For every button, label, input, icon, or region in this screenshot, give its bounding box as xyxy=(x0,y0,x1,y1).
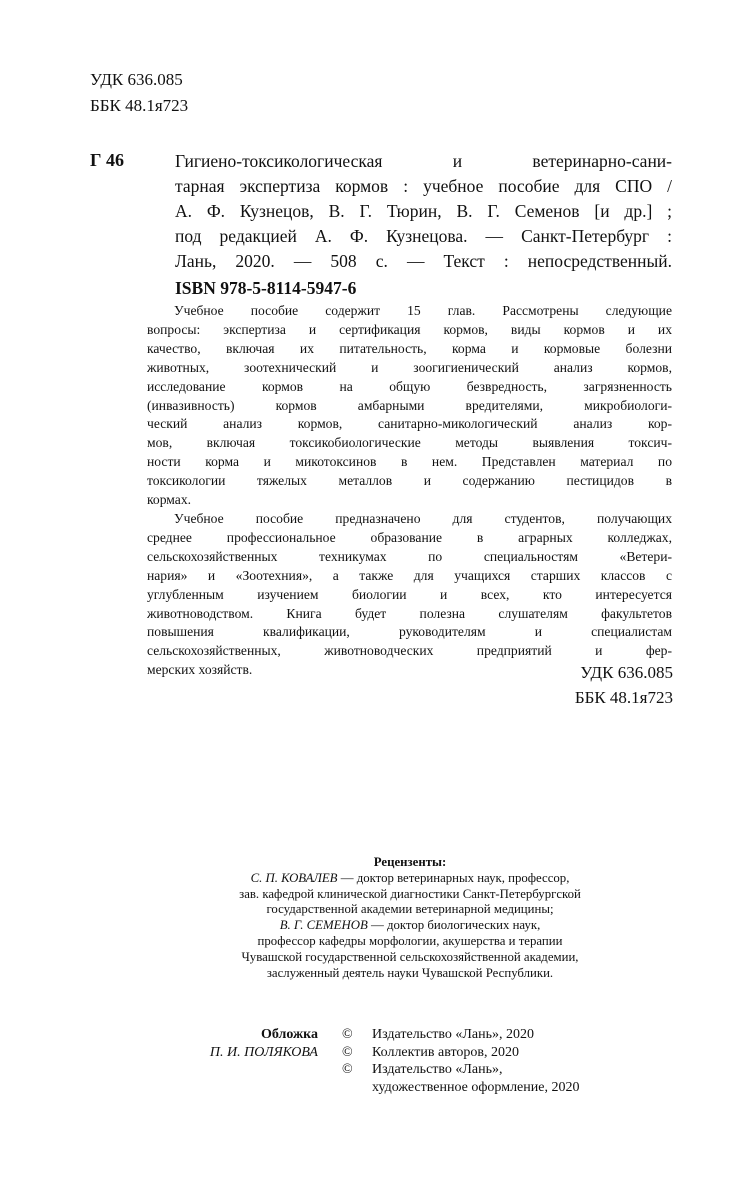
abstract-line: мов, включая токсикобиологические методы выявления токсич- xyxy=(147,435,672,451)
copyright-line: Коллектив авторов, 2020 xyxy=(372,1044,519,1060)
abstract-line: углубленным изучением биологии и всех, кто интересуется xyxy=(147,586,672,602)
copyright-line: художественное оформление, 2020 xyxy=(372,1079,580,1095)
cover-label: Обложка xyxy=(260,1027,318,1042)
abstract-line: токсикологии тяжелых металлов и содержанию пестицидов в xyxy=(147,473,672,489)
footer-bbk: ББК 48.1я723 xyxy=(574,688,673,707)
copyright-icon: © xyxy=(342,1062,353,1077)
biblio-line: А. Ф. Кузнецов, В. Г. Тюрин, В. Г. Семенов [и др.] ; xyxy=(175,201,672,221)
abstract-line: Учебное пособие предназначено для студентов, получающих xyxy=(174,510,672,526)
bibliographic-description xyxy=(175,149,672,274)
abstract-line: среднее профессиональное образование в аграрных колледжах, xyxy=(147,529,672,545)
cover-artist: П. И. ПОЛЯКОВА xyxy=(209,1044,318,1060)
copyright-icon: © xyxy=(342,1027,353,1042)
author-sign: Г 46 xyxy=(90,150,124,170)
copyright-block xyxy=(342,1026,579,1096)
abstract-line: (инвазивность) кормов амбарными вредителями, микробиологи- xyxy=(147,397,672,413)
reviewer-info: зав. кафедрой клинической диагностики Санкт-Петербургской xyxy=(239,886,581,901)
reviewer-info: заслуженный деятель науки Чувашской Республики. xyxy=(266,965,554,980)
biblio-line: Лань, 2020. — 508 с. — Текст : непосредственный. xyxy=(175,251,672,271)
reviewer-name: В. Г. СЕМЕНОВ xyxy=(279,918,368,933)
isbn: ISBN 978-5-8114-5947-6 xyxy=(175,278,357,298)
abstract-line: нария» и «Зоотехния», а также для учащихся старших классов с xyxy=(147,567,672,583)
reviewer-info: государственной академии ветеринарной медицины; xyxy=(266,902,554,917)
abstract-line: животных, зоотехнический и зоогигиенический анализ кормов, xyxy=(147,359,672,375)
abstract-line: сельскохозяйственных, животноводческих предприятий и фер- xyxy=(147,643,672,659)
reviewer-info: профессор кафедры морфологии, акушерства и терапии xyxy=(257,933,563,948)
copyright-line: Издательство «Лань», xyxy=(372,1062,503,1077)
abstract-line: вопросы: экспертиза и сертификация кормов, виды кормов и их xyxy=(147,321,672,337)
abstract-line: Учебное пособие содержит 15 глав. Рассмотрены следующие xyxy=(174,303,672,318)
copyright-indent xyxy=(342,1079,372,1097)
abstract-line: кормах. xyxy=(147,492,192,508)
copyright-line: Издательство «Лань», 2020 xyxy=(372,1027,534,1042)
reviewers-title: Рецензенты: xyxy=(373,855,447,869)
biblio-line: Гигиено-токсикологическая и ветеринарно-сани- xyxy=(175,151,672,171)
abstract-line: ности корма и микотоксинов в нем. Представлен материал по xyxy=(147,454,672,470)
udk-code: УДК 636.085 xyxy=(90,70,183,89)
footer-udk: УДК 636.085 xyxy=(580,663,673,682)
reviewer-info: Чувашской государственной сельскохозяйственной академии, xyxy=(241,949,579,964)
abstract-line: исследование кормов на общую безвредность, загрязненность xyxy=(147,378,672,394)
bbk-code: ББК 48.1я723 xyxy=(90,96,189,115)
abstract-line: повышения квалификации, руководителям и специалистам xyxy=(147,624,672,640)
reviewer-info: — доктор ветеринарных наук, профессор, xyxy=(337,870,570,885)
reviewers-block xyxy=(150,855,670,981)
abstract-line: животноводством. Книга будет полезна слушателям факультетов xyxy=(147,605,672,621)
reviewer-info: — доктор биологических наук, xyxy=(367,918,541,933)
biblio-line: под редакцией А. Ф. Кузнецова. — Санкт-Петербург : xyxy=(175,226,672,246)
abstract-line: мерских хозяйств. xyxy=(147,662,253,678)
biblio-line: тарная экспертиза кормов : учебное пособие для СПО / xyxy=(175,176,672,196)
abstract-line: качество, включая их питательность, корма и кормовые болезни xyxy=(147,340,672,356)
cover-credit xyxy=(150,1026,318,1061)
abstract-line: сельскохозяйственных техникумах по специальностям «Ветери- xyxy=(147,548,672,564)
reviewer-name: С. П. КОВАЛЕВ xyxy=(250,870,338,885)
copyright-icon: © xyxy=(342,1044,353,1060)
abstract-line: ческий анализ кормов, санитарно-микологический анализ кор- xyxy=(147,416,672,432)
abstract xyxy=(147,302,672,680)
